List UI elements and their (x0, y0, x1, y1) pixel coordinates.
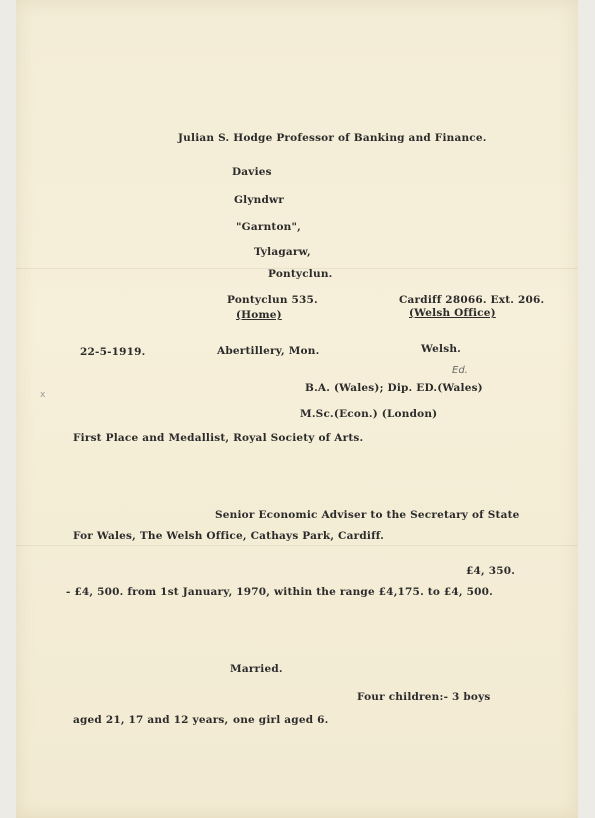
handwritten-correction: Ed. (452, 365, 468, 376)
nationality: Welsh. (421, 343, 462, 355)
post-line-1: Senior Economic Adviser to the Secretary of State (215, 509, 520, 521)
surname: Davies (232, 166, 272, 178)
document-page (16, 0, 578, 818)
birth-place: Abertillery, Mon. (217, 345, 320, 357)
distinction: First Place and Medallist, Royal Society of Arts. (73, 432, 364, 444)
office-phone: Cardiff 28066. Ext. 206. (399, 294, 545, 306)
home-phone: Pontyclun 535. (227, 294, 318, 306)
salary-detail: - £4, 500. from 1st January, 1970, within the range £4,175. to £4, 500. (66, 586, 493, 598)
address-line-1: "Garnton", (236, 221, 302, 233)
office-phone-label: (Welsh Office) (409, 307, 496, 319)
birth-date: 22-5-1919. (80, 346, 146, 358)
paper-fold (16, 545, 578, 546)
degrees-line-2: M.Sc.(Econ.) (London) (300, 408, 438, 420)
children-line-1: Four children:- 3 boys (357, 691, 491, 703)
children-ages-boys: aged 21, 17 and 12 years, (73, 714, 229, 726)
margin-mark: x (40, 390, 46, 400)
marital-status: Married. (230, 663, 283, 675)
forename: Glyndwr (234, 194, 285, 206)
post-line-2: For Wales, The Welsh Office, Cathays Park, Cardiff. (73, 530, 384, 542)
home-phone-label: (Home) (236, 309, 282, 321)
address-line-2: Tylagarw, (254, 246, 311, 258)
salary-current: £4, 350. (466, 565, 516, 577)
post-title: Julian S. Hodge Professor of Banking and Finance. (178, 132, 487, 144)
address-line-3: Pontyclun. (268, 268, 333, 280)
degrees-line-1: B.A. (Wales); Dip. ED.(Wales) (305, 382, 483, 394)
children-age-girl: one girl aged 6. (233, 714, 329, 726)
